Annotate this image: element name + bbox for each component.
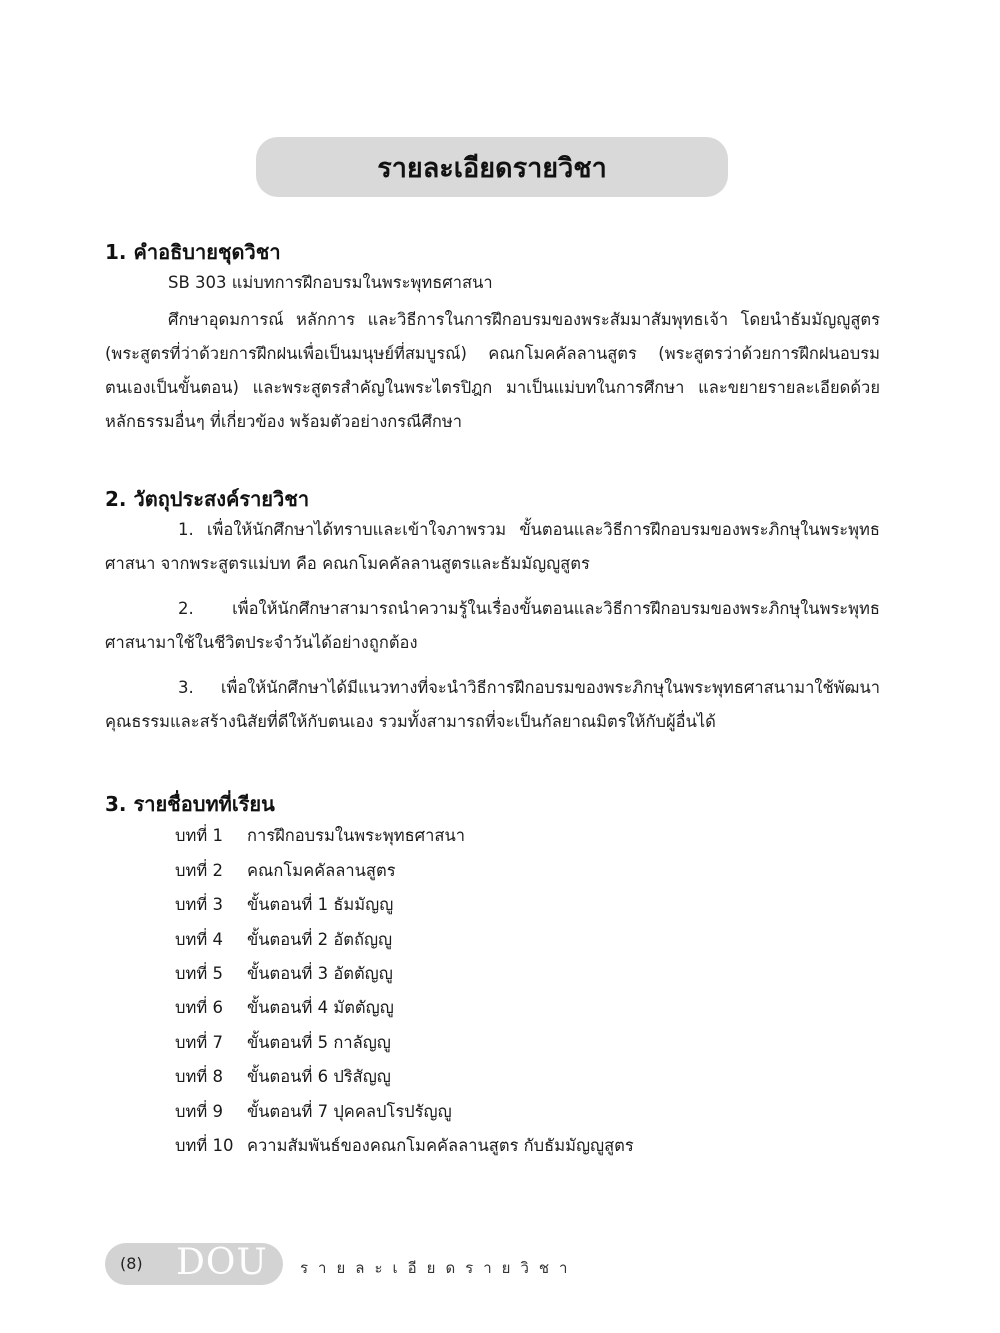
- section3-heading: 3. รายชื่อบทที่เรียน: [105, 792, 275, 816]
- chapter-title: ขั้นตอนที่ 7 ปุคคลปโรปรัญญู: [247, 1102, 452, 1121]
- chapter-item: [175, 894, 393, 916]
- chapter-number: บทที่ 9: [175, 1102, 223, 1121]
- objective-2: 2. เพื่อให้นักศึกษาสามารถนำความรู้ในเรื่องขั้นตอนและวิธีการฝึกอบรมของพระภิกษุในพระพุทธศาสนามาใช้ในชีวิตประจำวันได้อย่างถูกต้อง: [105, 599, 880, 652]
- chapter-number: บทที่ 8: [175, 1067, 223, 1086]
- course-code-line: SB 303 แม่บทการฝึกอบรมในพระพุทธศาสนา: [168, 273, 493, 292]
- chapter-title: คณกโมคคัลลานสูตร: [247, 861, 396, 880]
- section1-heading: 1. คำอธิบายชุดวิชา: [105, 240, 281, 264]
- chapter-item: [175, 1032, 391, 1054]
- chapter-item: [175, 1101, 452, 1123]
- chapter-title: ขั้นตอนที่ 2 อัตถัญญู: [247, 930, 393, 949]
- chapter-item: [175, 1135, 634, 1157]
- chapter-title: ขั้นตอนที่ 3 อัตตัญญู: [247, 964, 393, 983]
- chapter-title: ขั้นตอนที่ 5 กาลัญญู: [247, 1033, 391, 1052]
- chapter-title: ขั้นตอนที่ 1 ธัมมัญญู: [247, 895, 394, 914]
- chapter-title: ขั้นตอนที่ 4 มัตตัญญู: [247, 998, 394, 1017]
- page-title-box: [256, 137, 728, 197]
- chapter-number: บทที่ 3: [175, 895, 223, 914]
- chapter-item: [175, 963, 393, 985]
- chapter-item: [175, 860, 396, 882]
- chapter-item: [175, 825, 465, 847]
- objective-1: 1. เพื่อให้นักศึกษาได้ทราบและเข้าใจภาพรวม ขั้นตอนและวิธีการฝึกอบรมของพระภิกษุในพระพุทธศาสนา จากพระสูตรแม่บท คือ คณกโมคคัลลานสูตรและธัมมัญญูสูตร: [105, 520, 880, 573]
- objective-3: 3. เพื่อให้นักศึกษาได้มีแนวทางที่จะนำวิธีการฝึกอบรมของพระภิกษุในพระพุทธศาสนามาใช้พัฒนาคุณธรรมและสร้างนิสัยที่ดีให้กับตนเอง รวมทั้งสามารถที่จะเป็นกัลยาณมิตรให้กับผู้อื่นได้: [105, 678, 880, 731]
- chapter-item: [175, 1066, 391, 1088]
- chapter-number: บทที่ 6: [175, 998, 223, 1017]
- chapter-title: ความสัมพันธ์ของคณกโมคคัลลานสูตร กับธัมมัญญูสูตร: [247, 1136, 634, 1155]
- chapter-number: บทที่ 4: [175, 930, 223, 949]
- chapter-number: บทที่ 7: [175, 1033, 223, 1052]
- chapter-title: ขั้นตอนที่ 6 ปริสัญญู: [247, 1067, 391, 1086]
- section2-heading: 2. วัตถุประสงค์รายวิชา: [105, 487, 310, 511]
- footer-label: รายละเอียดรายวิชา: [300, 1259, 578, 1277]
- page-number: (8): [120, 1254, 143, 1273]
- course-description: ศึกษาอุดมการณ์ หลักการ และวิธีการในการฝึกอบรมของพระสัมมาสัมพุทธเจ้า โดยนำธัมมัญญูสูตร (พระสูตรที่ว่าด้วยการฝึกฝนเพื่อเป็นมนุษย์ที่สมบูรณ์) คณกโมคคัลลานสูตร (พระสูตรว่าด้วยการฝึกฝนอบรมตนเองเป็นขั้นตอน) และพระสูตรสำคัญในพระไตรปิฎก มาเป็นแม่บทในการศึกษา และขยายรายละเอียดด้วยหลักธรรมอื่นๆ ที่เกี่ยวข้อง พร้อมตัวอย่างกรณีศึกษา: [105, 310, 880, 431]
- chapter-item: [175, 997, 394, 1019]
- chapter-number: บทที่ 2: [175, 861, 223, 880]
- chapter-title: การฝึกอบรมในพระพุทธศาสนา: [247, 826, 466, 845]
- chapter-item: [175, 929, 392, 951]
- page-title: รายละเอียดรายวิชา: [377, 152, 607, 184]
- chapter-number: บทที่ 10: [175, 1136, 234, 1155]
- dou-logo: DOU: [176, 1242, 268, 1283]
- chapter-number: บทที่ 1: [175, 826, 223, 845]
- chapter-number: บทที่ 5: [175, 964, 223, 983]
